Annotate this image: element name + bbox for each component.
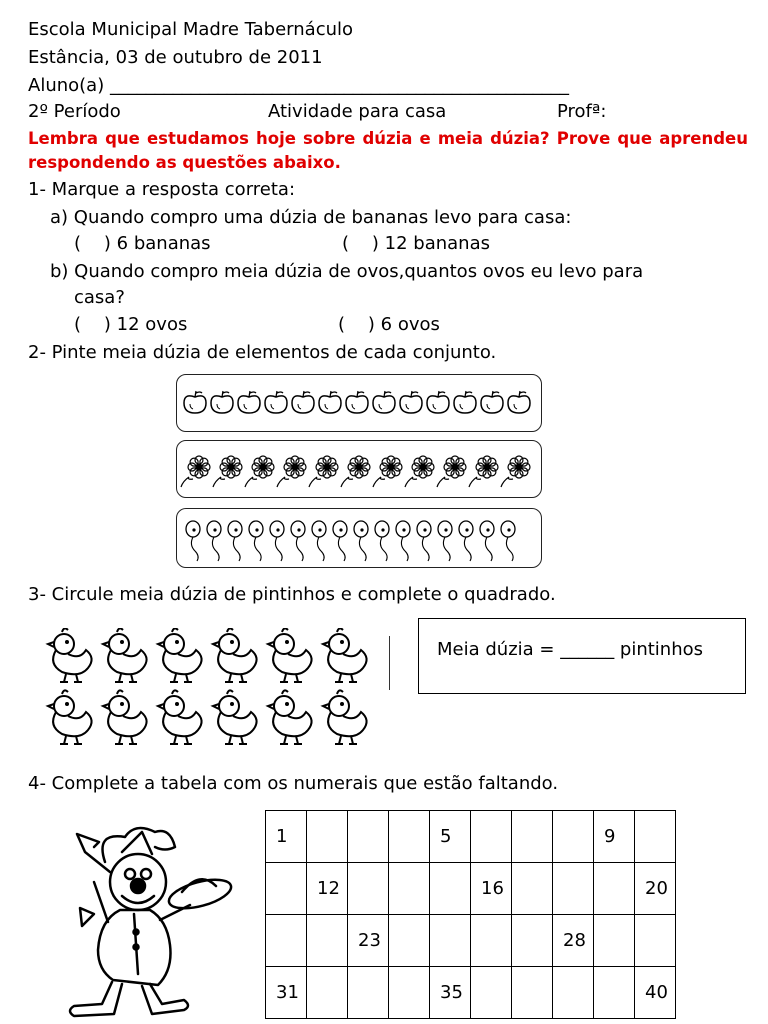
flower-icon[interactable]	[277, 456, 306, 487]
table-cell[interactable]	[471, 811, 512, 863]
balloon-icon[interactable]	[270, 521, 284, 561]
table-row	[266, 811, 676, 863]
balloon-icon[interactable]	[186, 521, 200, 561]
chick-icon[interactable]	[158, 690, 202, 744]
balloon-set	[176, 508, 542, 568]
period-label: 2º Período	[28, 101, 121, 122]
table-cell[interactable]	[307, 811, 348, 863]
table-cell[interactable]	[512, 811, 553, 863]
table-cell: 16	[471, 863, 512, 915]
table-cell[interactable]	[553, 811, 594, 863]
table-cell[interactable]	[389, 811, 430, 863]
apple-icon[interactable]	[211, 391, 233, 413]
q1-b-option-2[interactable]: ( ) 6 ovos	[338, 314, 440, 335]
table-row	[266, 967, 676, 1019]
balloon-icon[interactable]	[228, 521, 242, 561]
table-cell[interactable]	[471, 967, 512, 1019]
table-row	[266, 863, 676, 915]
table-cell: 9	[594, 811, 635, 863]
chick-icon[interactable]	[268, 690, 312, 744]
q3-title: 3- Circule meia dúzia de pintinhos e complete o quadrado.	[28, 584, 556, 605]
table-cell: 1	[266, 811, 307, 863]
table-cell[interactable]	[471, 915, 512, 967]
table-cell[interactable]	[430, 915, 471, 967]
table-cell[interactable]	[594, 967, 635, 1019]
table-cell[interactable]	[635, 811, 676, 863]
balloon-icon[interactable]	[501, 521, 515, 561]
flower-icon[interactable]	[213, 456, 242, 487]
table-cell[interactable]	[512, 967, 553, 1019]
q1-a-text: a) Quando compro uma dúzia de bananas levo para casa:	[50, 207, 572, 228]
balloon-icon[interactable]	[291, 521, 305, 561]
table-cell[interactable]	[635, 915, 676, 967]
answer-box-text[interactable]: Meia dúzia = ______ pintinhos	[437, 639, 704, 660]
chick-icon[interactable]	[213, 690, 257, 744]
table-cell: 20	[635, 863, 676, 915]
teacher-label: Profª:	[557, 101, 607, 122]
flower-icon[interactable]	[245, 456, 274, 487]
table-cell[interactable]	[389, 863, 430, 915]
balloon-icon[interactable]	[480, 521, 494, 561]
q1-b-text-cont: casa?	[74, 287, 125, 308]
table-cell: 23	[348, 915, 389, 967]
apple-icon[interactable]	[454, 391, 476, 413]
table-cell[interactable]	[389, 967, 430, 1019]
table-row	[266, 915, 676, 967]
flower-icon[interactable]	[501, 456, 530, 487]
table-cell[interactable]	[553, 967, 594, 1019]
flower-icon[interactable]	[437, 456, 466, 487]
number-table	[265, 810, 676, 1019]
chick-icon[interactable]	[158, 628, 202, 682]
apple-set-drawing	[177, 375, 543, 433]
flower-icon[interactable]	[405, 456, 434, 487]
q1-a-option-2[interactable]: ( ) 12 bananas	[342, 233, 490, 254]
table-cell[interactable]	[266, 915, 307, 967]
chick-icon[interactable]	[268, 628, 312, 682]
q1-b-text: b) Quando compro meia dúzia de ovos,quantos ovos eu levo para	[50, 261, 644, 282]
table-cell[interactable]	[266, 863, 307, 915]
table-cell: 40	[635, 967, 676, 1019]
balloon-icon[interactable]	[312, 521, 326, 561]
apple-icon[interactable]	[346, 391, 368, 413]
clown-illustration	[50, 822, 240, 1022]
apple-set	[176, 374, 542, 432]
answer-box	[418, 618, 746, 694]
q4-title: 4- Complete a tabela com os numerais que estão faltando.	[28, 773, 559, 794]
table-cell[interactable]	[348, 811, 389, 863]
flower-icon[interactable]	[341, 456, 370, 487]
table-cell: 12	[307, 863, 348, 915]
table-cell[interactable]	[553, 863, 594, 915]
balloon-icon[interactable]	[354, 521, 368, 561]
balloon-icon[interactable]	[459, 521, 473, 561]
balloon-icon[interactable]	[333, 521, 347, 561]
apple-icon[interactable]	[238, 391, 260, 413]
flower-icon[interactable]	[181, 456, 210, 487]
flower-icon[interactable]	[373, 456, 402, 487]
apple-icon[interactable]	[184, 391, 206, 413]
balloon-set-drawing	[177, 509, 543, 569]
flower-icon[interactable]	[469, 456, 498, 487]
apple-icon[interactable]	[400, 391, 422, 413]
table-cell[interactable]	[430, 863, 471, 915]
q1-b-option-1[interactable]: ( ) 12 ovos	[74, 314, 188, 335]
apple-icon[interactable]	[427, 391, 449, 413]
apple-icon[interactable]	[373, 391, 395, 413]
apple-icon[interactable]	[481, 391, 503, 413]
student-name-field[interactable]: Aluno(a) ___________________________________________________	[28, 75, 569, 96]
table-cell: 28	[553, 915, 594, 967]
table-cell: 5	[430, 811, 471, 863]
divider	[389, 636, 390, 690]
table-cell: 31	[266, 967, 307, 1019]
balloon-icon[interactable]	[207, 521, 221, 561]
balloon-icon[interactable]	[375, 521, 389, 561]
table-cell[interactable]	[307, 967, 348, 1019]
table-cell[interactable]	[594, 915, 635, 967]
balloon-icon[interactable]	[417, 521, 431, 561]
q1-a-option-1[interactable]: ( ) 6 bananas	[74, 233, 211, 254]
table-cell[interactable]	[512, 915, 553, 967]
table-cell[interactable]	[594, 863, 635, 915]
table-cell[interactable]	[348, 967, 389, 1019]
apple-icon[interactable]	[508, 391, 530, 413]
date-line: Estância, 03 de outubro de 2011	[28, 47, 323, 68]
chicks-illustration	[40, 628, 390, 748]
chick-icon[interactable]	[48, 628, 92, 682]
table-cell[interactable]	[512, 863, 553, 915]
table-cell[interactable]	[307, 915, 348, 967]
table-cell[interactable]	[348, 863, 389, 915]
flower-set	[176, 440, 542, 498]
apple-icon[interactable]	[319, 391, 341, 413]
chick-icon[interactable]	[323, 628, 367, 682]
flower-icon[interactable]	[309, 456, 338, 487]
chick-icon[interactable]	[103, 690, 147, 744]
chick-icon[interactable]	[323, 690, 367, 744]
balloon-icon[interactable]	[396, 521, 410, 561]
activity-label: Atividade para casa	[268, 101, 447, 122]
apple-icon[interactable]	[265, 391, 287, 413]
chick-icon[interactable]	[48, 690, 92, 744]
balloon-icon[interactable]	[438, 521, 452, 561]
flower-set-drawing	[177, 441, 543, 499]
q2-title: 2- Pinte meia dúzia de elementos de cada conjunto.	[28, 342, 497, 363]
chick-icon[interactable]	[213, 628, 257, 682]
balloon-icon[interactable]	[249, 521, 263, 561]
chick-icon[interactable]	[103, 628, 147, 682]
table-cell[interactable]	[389, 915, 430, 967]
table-cell: 35	[430, 967, 471, 1019]
intro-text: Lembra que estudamos hoje sobre dúzia e meia dúzia? Prove que aprendeu respondendo as questões abaixo.	[28, 129, 748, 172]
school-name: Escola Municipal Madre Tabernáculo	[28, 19, 354, 40]
q1-title: 1- Marque a resposta correta:	[28, 179, 296, 200]
apple-icon[interactable]	[292, 391, 314, 413]
